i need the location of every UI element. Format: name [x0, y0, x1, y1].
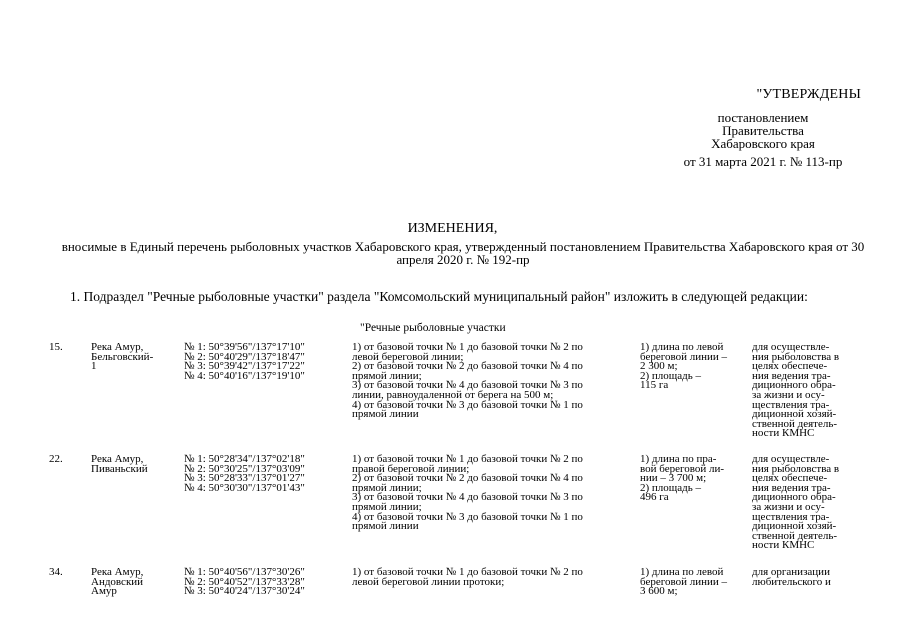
site-boundaries-line: линии, равноудаленной от берега на 500 м;: [352, 388, 554, 401]
site-boundaries-line: прямой линии: [352, 520, 419, 533]
site-boundaries: [352, 343, 630, 420]
site-size: [640, 455, 732, 503]
site-purpose-line: ния ведения тра-: [752, 369, 831, 382]
document-title: ИЗМЕНЕНИЯ,: [407, 221, 498, 236]
site-purpose: [752, 343, 862, 439]
site-purpose-line: ществления тра-: [752, 398, 830, 411]
site-name-line: Андовский: [91, 575, 144, 588]
site-size: [640, 343, 732, 391]
site-purpose-line: целях обеспече-: [752, 472, 828, 485]
site-purpose: [752, 455, 862, 551]
site-coordinates-line: № 2: 50°40'52"/137°33'28": [184, 575, 305, 588]
site-size-line: нии – 3 700 м;: [640, 472, 707, 485]
site-name-line: Амур: [91, 585, 117, 598]
site-purpose-line: для организации: [752, 566, 830, 578]
site-coordinates-line: № 2: 50°40'29"/137°18'47": [184, 350, 305, 363]
approval-line: Правительства: [722, 123, 804, 138]
site-coordinates-line: № 1: 50°28'34"/137°02'18": [184, 453, 305, 465]
site-boundaries-line: правой береговой линии;: [352, 462, 470, 475]
site-name-line: Пиваньский: [91, 462, 148, 475]
site-boundaries-line: 2) от базовой точки № 2 до базовой точки № 4 по: [352, 472, 583, 485]
site-boundaries-line: левой береговой линии протоки;: [352, 575, 505, 588]
site-purpose-line: ственной деятель-: [752, 529, 838, 542]
site-coordinates-line: № 4: 50°40'16"/137°19'10": [184, 369, 305, 382]
site-boundaries-line: прямой линии;: [352, 481, 422, 494]
site-name-line: Река Амур,: [91, 566, 144, 578]
site-boundaries-line: 1) от базовой точки № 1 до базовой точки № 2 по: [352, 566, 583, 578]
site-purpose-line: ния рыболовства в: [752, 350, 840, 363]
site-size-line: 115 га: [640, 379, 669, 392]
site-boundaries-line: левой береговой линии;: [352, 350, 464, 363]
site-size-line: 2) площадь –: [640, 369, 702, 382]
site-purpose-line: ния рыболовства в: [752, 462, 840, 475]
site-purpose-line: диционной хозяй-: [752, 408, 837, 421]
site-name-line: Бельговский-: [91, 350, 154, 363]
site-number-line: 15.: [49, 341, 63, 353]
site-name: [91, 568, 173, 597]
site-purpose: [752, 568, 862, 587]
site-purpose-line: целях обеспече-: [752, 360, 828, 373]
site-boundaries-line: прямой линии: [352, 408, 419, 421]
site-number: [49, 343, 79, 353]
site-coordinates-line: № 1: 50°40'56"/137°30'26": [184, 566, 305, 578]
site-size-line: береговой линии –: [640, 575, 727, 588]
site-size: [640, 568, 732, 597]
site-purpose-line: за жизни и осу-: [752, 500, 825, 513]
site-coordinates-line: № 1: 50°39'56"/137°17'10": [184, 341, 305, 353]
site-coordinates: [184, 568, 334, 597]
site-size-line: 496 га: [640, 491, 669, 504]
document-subtitle: вносимые в Единый перечень рыболовных участков Хабаровского края, утвержденный постановлением Правительства Хабаровского края от 30 апреля 2020 г. № 192-пр: [61, 239, 865, 267]
site-coordinates-line: № 3: 50°39'42"/137°17'22": [184, 360, 305, 373]
site-purpose-line: ности КМНС: [752, 427, 815, 440]
site-purpose-line: ственной деятель-: [752, 417, 838, 430]
approval-line: Хабаровского края: [711, 136, 815, 151]
site-size-line: 2 300 м;: [640, 360, 678, 373]
approval-block: [663, 88, 863, 168]
site-boundaries-line: 1) от базовой точки № 1 до базовой точки № 2 по: [352, 341, 583, 353]
site-purpose-line: любительского и: [752, 575, 831, 588]
site-name-line: 1: [91, 360, 97, 373]
amendment-paragraph: 1. Подраздел "Речные рыболовные участки" раздела "Комсомольский муниципальный район" изложить в следующей редакции:: [70, 289, 808, 304]
site-boundaries-line: 2) от базовой точки № 2 до базовой точки № 4 по: [352, 360, 583, 373]
site-boundaries-line: 1) от базовой точки № 1 до базовой точки № 2 по: [352, 453, 583, 465]
site-size-line: береговой линии –: [640, 350, 727, 363]
site-coordinates: [184, 343, 334, 381]
site-purpose-line: диционной хозяй-: [752, 520, 837, 533]
site-purpose-line: ности КМНС: [752, 539, 815, 552]
site-name-line: Река Амур,: [91, 453, 144, 465]
table-caption: "Речные рыболовные участки: [360, 322, 506, 334]
site-number: [49, 568, 79, 578]
site-purpose-line: ния ведения тра-: [752, 481, 831, 494]
site-size-line: 3 600 м;: [640, 585, 678, 598]
site-purpose-line: диционного обра-: [752, 491, 836, 504]
site-boundaries: [352, 455, 630, 532]
site-coordinates-line: № 2: 50°30'25"/137°03'09": [184, 462, 305, 475]
site-purpose-line: для осуществле-: [752, 341, 830, 353]
site-boundaries-line: 3) от базовой точки № 4 до базовой точки № 3 по: [352, 491, 583, 504]
site-purpose-line: ществления тра-: [752, 510, 830, 523]
site-coordinates-line: № 3: 50°28'33"/137°01'27": [184, 472, 305, 485]
site-coordinates-line: № 4: 50°30'30"/137°01'43": [184, 481, 305, 494]
site-size-line: 1) длина по левой: [640, 566, 724, 578]
approval-header: "УТВЕРЖДЕНЫ: [756, 87, 861, 102]
site-size-line: 1) длина по пра-: [640, 453, 717, 465]
site-number-line: 22.: [49, 453, 63, 465]
site-number-line: 34.: [49, 566, 63, 578]
approval-line: постановлением: [717, 110, 809, 125]
site-name: [91, 343, 173, 372]
site-size-line: 2) площадь –: [640, 481, 702, 494]
site-name-line: Река Амур,: [91, 341, 144, 353]
site-boundaries-line: прямой линии;: [352, 369, 422, 382]
site-purpose-line: за жизни и осу-: [752, 388, 825, 401]
site-name: [91, 455, 173, 474]
site-boundaries-line: 4) от базовой точки № 3 до базовой точки № 1 по: [352, 510, 583, 523]
site-coordinates: [184, 455, 334, 493]
site-size-line: вой береговой ли-: [640, 462, 725, 475]
site-boundaries-line: 3) от базовой точки № 4 до базовой точки № 3 по: [352, 379, 583, 392]
site-boundaries-line: 4) от базовой точки № 3 до базовой точки № 1 по: [352, 398, 583, 411]
site-boundaries: [352, 568, 630, 587]
site-purpose-line: диционного обра-: [752, 379, 836, 392]
site-coordinates-line: № 3: 50°40'24"/137°30'24": [184, 585, 305, 598]
site-size-line: 1) длина по левой: [640, 341, 724, 353]
site-boundaries-line: прямой линии;: [352, 500, 422, 513]
site-purpose-line: для осуществле-: [752, 453, 830, 465]
approval-date: от 31 марта 2021 г. № 113-пр: [683, 154, 843, 169]
site-number: [49, 455, 79, 465]
